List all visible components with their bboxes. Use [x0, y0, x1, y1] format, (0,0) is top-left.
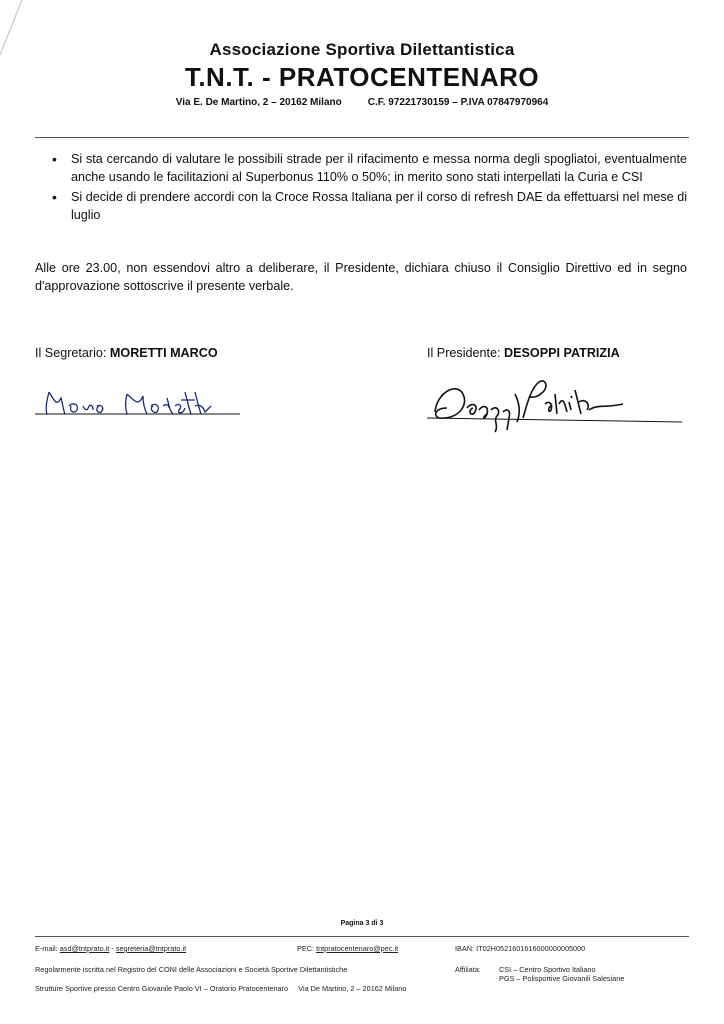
minutes-bullet-list [35, 150, 687, 226]
email-link-secretary[interactable]: segreteria@tntprato.it [115, 944, 187, 953]
closing-paragraph: Alle ore 23.00, non essendovi altro a deliberare, il Presidente, dichiara chiuso il Consiglio Direttivo ed in segno d'approvazione sottoscrive il presente verbale. [35, 261, 687, 293]
footer-registry-row [35, 965, 687, 983]
footer-divider [35, 936, 689, 937]
footer-contacts [35, 944, 687, 956]
letterhead [0, 40, 724, 108]
organization-name: T.N.T. - PRATOCENTENARO [184, 62, 540, 92]
footer-email [35, 944, 186, 953]
president-role-label: Il Presidente: [427, 346, 505, 360]
email-label: E-mail: [35, 944, 60, 953]
affiliation-pgs: PGS – Polisportive Giovanili Salesiane [499, 974, 625, 983]
header-divider [35, 137, 689, 138]
footer-pec [297, 944, 398, 953]
organization-address-line [0, 97, 724, 108]
email-separator: - [109, 944, 116, 953]
president-handwritten-signature [427, 374, 687, 444]
page-number: Pagina 3 di 3 [340, 920, 384, 927]
footer-iban: IBAN: IT02H0521601616000000005000 [455, 944, 586, 953]
secretary-handwritten-signature [35, 384, 245, 424]
list-item: • Si sta cercando di valutare le possibili strade per il rifacimento e messa norma degli spogliatoi, eventualmente anche usando le facilitazioni al Superbonus 110% o 50%; in merito sono stati interpellati la Curia e CSI [35, 150, 687, 186]
footer-facilities: Strutture Sportive presso Centro Giovanile Paolo VI – Oratorio Pratocentenaro Via De Martino, 2 – 20162 Milano [35, 984, 407, 993]
footer-affiliation [455, 965, 695, 983]
pec-link[interactable]: tntpratocentenaro@pec.it [316, 944, 399, 953]
affiliation-label: Affiliata: [455, 965, 481, 974]
organization-address: Via E. De Martino, 2 – 20162 Milano [175, 97, 342, 108]
affiliation-list [499, 965, 624, 983]
organization-type: Associazione Sportiva Dilettantistica [209, 40, 515, 59]
secretary-name: MORETTI MARCO [109, 346, 218, 360]
affiliation-csi: CSI – Centro Sportivo Italiano [499, 965, 596, 974]
president-name: DESOPPI PATRIZIA [504, 346, 620, 360]
footer-registry: Regolarmente iscritta nel Registro del CONI delle Associazioni e Società Sportive Dilettantistiche [35, 965, 348, 974]
president-signature-block [427, 346, 620, 360]
signature-section [35, 346, 687, 446]
pec-label: PEC: [297, 944, 317, 953]
secretary-signature-block [35, 346, 218, 360]
secretary-role-label: Il Segretario: [35, 346, 110, 360]
list-item: • Si decide di prendere accordi con la Croce Rossa Italiana per il corso di refresh DAE da effettuarsi nel mese di luglio [35, 188, 687, 224]
organization-tax-ids: C.F. 97221730159 – P.IVA 07847970964 [367, 97, 549, 108]
email-link-info[interactable]: asd@tntprato.it [59, 944, 110, 953]
